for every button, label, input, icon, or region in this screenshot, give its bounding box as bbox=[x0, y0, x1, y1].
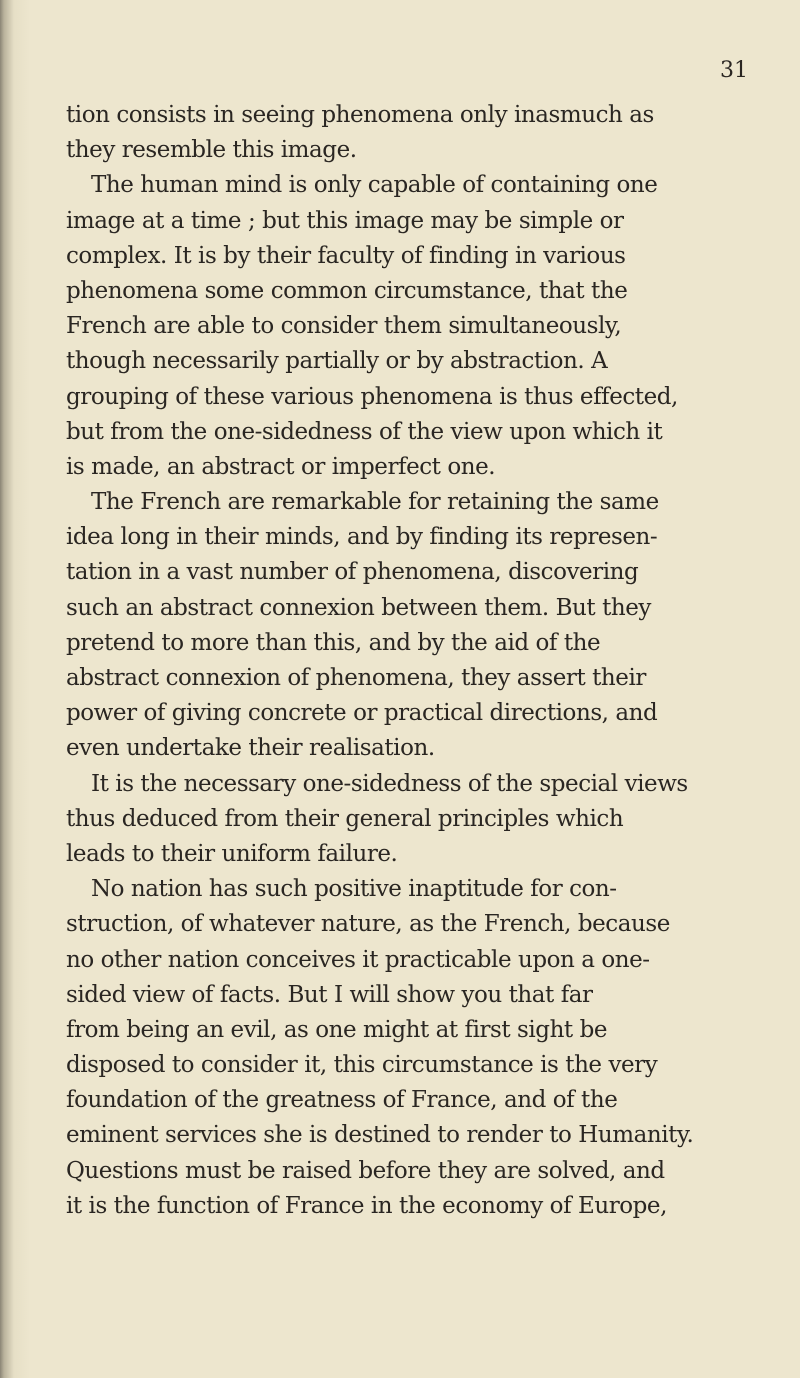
text-line: they resemble this image. bbox=[66, 137, 357, 164]
text-line: it is the function of France in the economy of Europe, bbox=[66, 1192, 667, 1219]
text-line: sided view of facts. But I will show you that far bbox=[66, 981, 593, 1008]
text-line: Questions must be raised before they are solved, and bbox=[66, 1157, 665, 1184]
text-line: is made, an abstract or imperfect one. bbox=[66, 453, 496, 480]
text-line: foundation of the greatness of France, and of the bbox=[66, 1087, 618, 1114]
text-line: disposed to consider it, this circumstance is the very bbox=[66, 1052, 658, 1079]
text-line: French are able to consider them simultaneously, bbox=[66, 313, 622, 340]
text-line: phenomena some common circumstance, that the bbox=[66, 277, 628, 304]
text-line: image at a time ; but this image may be simple or bbox=[66, 207, 624, 234]
text-line: idea long in their minds, and by finding its represen- bbox=[66, 524, 658, 551]
page-number: 31 bbox=[720, 58, 748, 83]
text-line: power of giving concrete or practical directions, and bbox=[66, 700, 658, 727]
text-line: but from the one-sidedness of the view upon which it bbox=[66, 418, 663, 445]
text-line: though necessarily partially or by abstraction. A bbox=[66, 348, 608, 375]
text-line: no other nation conceives it practicable upon a one- bbox=[66, 946, 650, 973]
text-line: struction, of whatever nature, as the French, because bbox=[66, 911, 670, 938]
text-line: abstract connexion of phenomena, they assert their bbox=[66, 665, 646, 691]
text-line: from being an evil, as one might at first sight be bbox=[66, 1016, 608, 1043]
text-line: No nation has such positive inaptitude for con- bbox=[91, 876, 617, 903]
text-line: even undertake their realisation. bbox=[66, 735, 435, 762]
text-line: pretend to more than this, and by the aid of the bbox=[66, 629, 601, 656]
body-text bbox=[66, 98, 746, 1224]
text-line: such an abstract connexion between them. But they bbox=[66, 594, 651, 621]
text-line: grouping of these various phenomena is thus effected, bbox=[66, 383, 678, 410]
text-line: eminent services she is destined to render to Humanity. bbox=[66, 1122, 694, 1149]
text-line: thus deduced from their general principles which bbox=[66, 805, 624, 832]
text-line: It is the necessary one-sidedness of the special views bbox=[91, 770, 688, 797]
text-line: complex. It is by their faculty of finding in various bbox=[66, 242, 626, 269]
text-line: tation in a vast number of phenomena, discovering bbox=[66, 559, 639, 586]
text-line: The French are remarkable for retaining the same bbox=[91, 489, 659, 516]
text-line: leads to their uniform failure. bbox=[66, 840, 398, 867]
text-line: tion consists in seeing phenomena only inasmuch as bbox=[66, 102, 654, 128]
text-line: The human mind is only capable of containing one bbox=[91, 172, 658, 199]
